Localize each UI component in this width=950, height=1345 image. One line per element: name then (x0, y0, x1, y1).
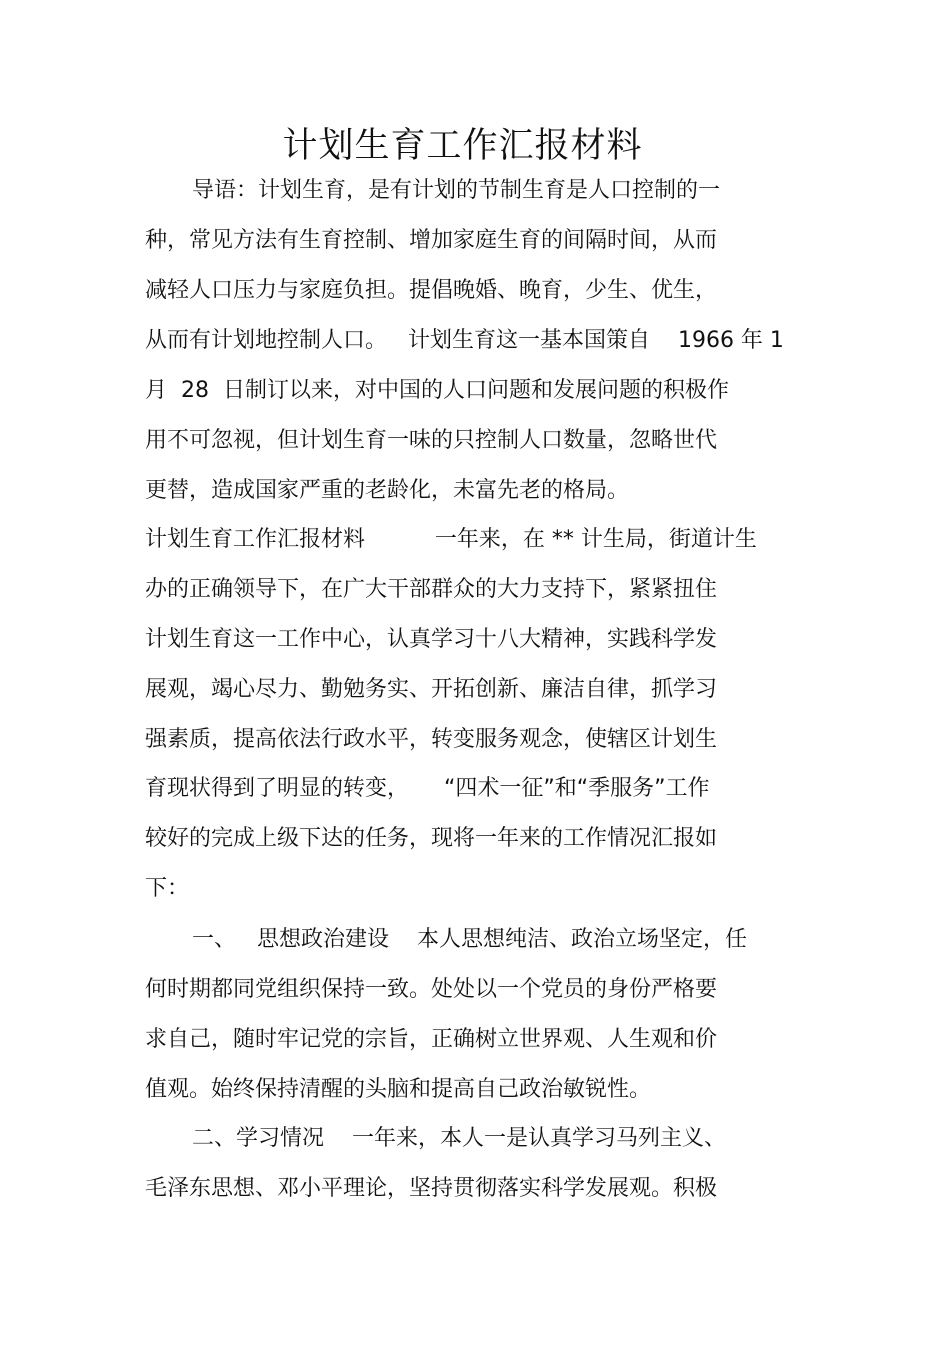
paragraph-line: 较好的完成上级下达的任务，现将一年来的工作情况汇报如 (145, 826, 718, 851)
paragraph-line: 月 28 日制订以来，对中国的人口问题和发展问题的积极作 (145, 378, 729, 403)
paragraph-line: 值观。始终保持清醒的头脑和提高自己政治敏锐性。 (145, 1077, 652, 1102)
paragraph-line: 更替，造成国家严重的老龄化，未富先老的格局。 (145, 478, 630, 503)
paragraph-line: 减轻人口压力与家庭负担。提倡晚婚、晚育，少生、优生， (145, 278, 718, 303)
paragraph-line: 计划生育这一工作中心，认真学习十八大精神，实践科学发 (145, 627, 718, 652)
paragraph-line: 强素质，提高依法行政水平，转变服务观念，使辖区计划生 (145, 727, 718, 752)
paragraph-line: 育现状得到了明显的转变， “四术一征”和“季服务”工作 (145, 776, 710, 801)
paragraph-line: 从而有计划地控制人口。 计划生育这一基本国策自 1966 年 1 (145, 328, 784, 353)
paragraph-line: 二、学习情况 一年来，本人一是认真学习马列主义、 (192, 1126, 726, 1151)
paragraph-line: 毛泽东思想、邓小平理论，坚持贯彻落实科学发展观。积极 (145, 1176, 718, 1201)
paragraph-line: 种，常见方法有生育控制、增加家庭生育的间隔时间，从而 (145, 228, 718, 253)
paragraph-line: 一、 思想政治建设 本人思想纯洁、政治立场坚定，任 (192, 927, 747, 952)
paragraph-line: 何时期都同党组织保持一致。处处以一个党员的身份严格要 (145, 977, 718, 1002)
paragraph-line: 求自己，随时牢记党的宗旨，正确树立世界观、人生观和价 (145, 1027, 718, 1052)
paragraph-line: 导语：计划生育，是有计划的节制生育是人口控制的一 (192, 178, 721, 203)
document-title: 计划生育工作汇报材料 (282, 126, 643, 166)
paragraph-line: 下： (145, 876, 190, 901)
paragraph-line: 展观，竭心尽力、勤勉务实、开拓创新、廉洁自律，抓学习 (145, 677, 718, 702)
paragraph-line: 计划生育工作汇报材料 一年来，在 ** 计生局，街道计生 (145, 527, 757, 552)
paragraph-line: 办的正确领导下，在广大干部群众的大力支持下，紧紧扭住 (145, 577, 718, 602)
paragraph-line: 用不可忽视，但计划生育一味的只控制人口数量，忽略世代 (145, 428, 718, 453)
